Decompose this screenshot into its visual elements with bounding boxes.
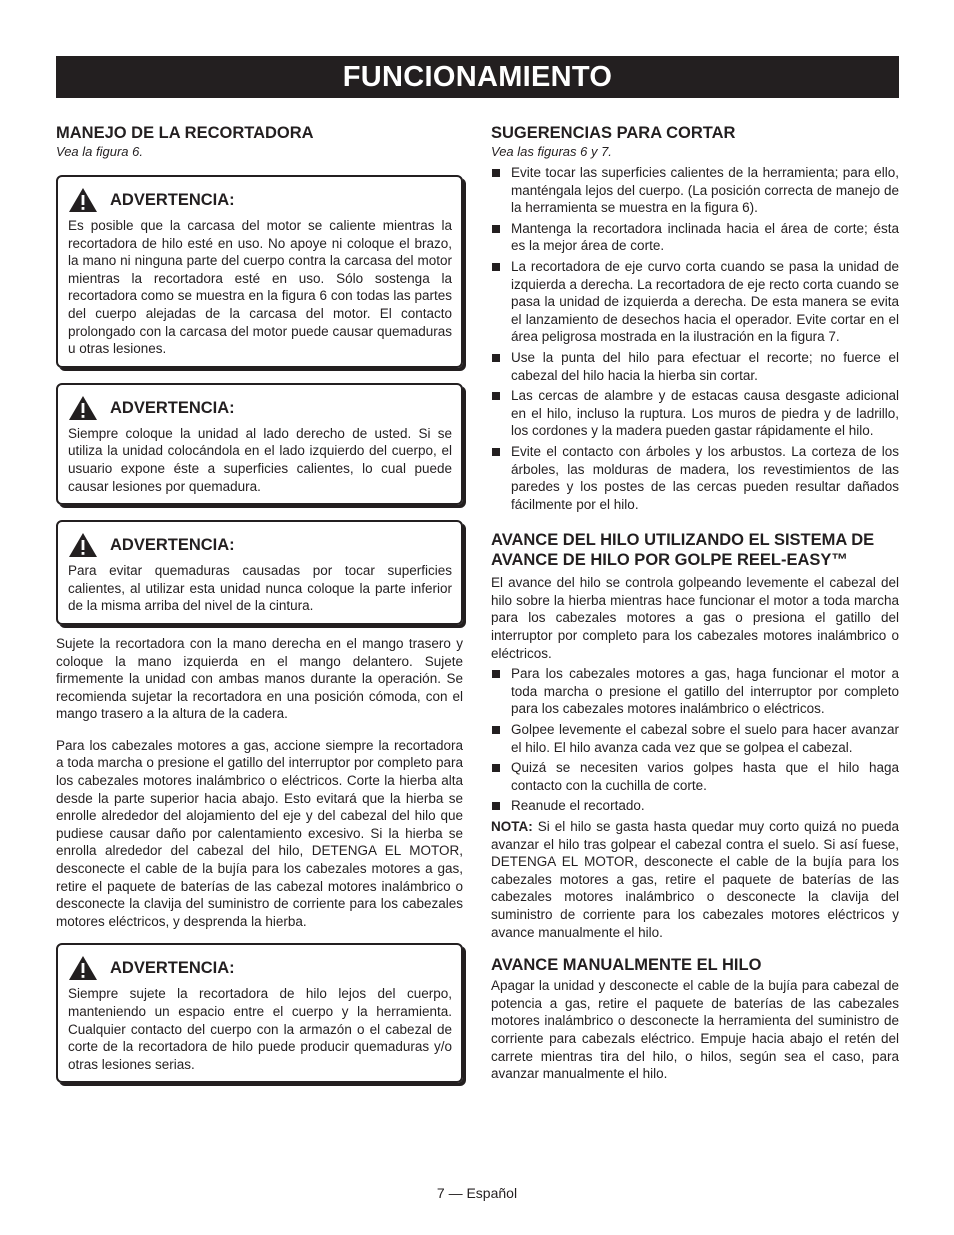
warning-label: ADVERTENCIA: — [110, 959, 235, 978]
warning-text: Siempre coloque la unidad al lado derecho de usted. Si se utiliza la unidad colocándola en el lado izquierdo del cuerpo, el usuario expone éste a superficies calientes, lo cual puede causar lesiones por quemadura. — [68, 425, 452, 494]
manual-paragraph: Apagar la unidad y desconecte el cable de la bujía para cabezal de potencia a gas, retire el paquete de baterías de las cabezales motores inalámbrico o desconecte la herramienta del suministro de corriente para cabezals eléctrico. Empuje hacia abajo el retén del carrete mientras tira del hilo, o hilos, según sea el caso, para avanzar manualmente el hilo. — [491, 978, 899, 1082]
warning-label: ADVERTENCIA: — [110, 536, 235, 555]
section-banner — [56, 56, 899, 98]
warning-box-2 — [56, 383, 463, 505]
page-footer — [0, 1185, 954, 1201]
warning-triangle-icon — [68, 532, 98, 558]
sugerencias-heading: SUGERENCIAS PARA CORTAR — [491, 124, 736, 142]
warning-text: Siempre sujete la recortadora de hilo lejos del cuerpo, manteniendo un espacio entre el cuerpo y la herramienta. Cualquier contacto del cuerpo con la armazón o el cabezal de corte de la recortadora de hilo puede producir quemaduras y/o otras lesiones serias. — [68, 986, 452, 1072]
sugerencias-list — [491, 164, 899, 513]
warning-triangle-icon — [68, 955, 98, 981]
list-item: Reanude el recortado. — [491, 797, 899, 815]
nota-label: NOTA: — [491, 819, 533, 834]
banner-title: FUNCIONAMIENTO — [342, 61, 613, 93]
manejo-figure-ref: Vea la figura 6. — [56, 144, 143, 159]
avance-list — [491, 665, 899, 815]
warning-box-4 — [56, 943, 463, 1083]
list-item: Evite tocar las superficies calientes de la herramienta; para ello, manténgala lejos del cuerpo. (La posición correcta de manejo de la herramienta se muestra en la figura 6). — [491, 164, 899, 217]
warning-triangle-icon — [68, 187, 98, 213]
warning-label: ADVERTENCIA: — [110, 191, 235, 209]
avance-intro: El avance del hilo se controla golpeando levemente el cabezal del hilo sobre la hierba mientras hace funcionar el motor a toda marcha para los cabezales motores a gas o presiona el gatillo del interruptor por completo para los cabezales motores inalámbrico o eléctricos. — [491, 575, 899, 661]
list-item: Mantenga la recortadora inclinada hacia el área de corte; ésta es la mejor área de corte. — [491, 220, 899, 255]
list-item: Use la punta del hilo para efectuar el recorte; no fuerce el cabezal del hilo hacia la hierba sin cortar. — [491, 349, 899, 384]
right-column — [491, 123, 899, 1083]
list-item: Quizá se necesiten varios golpes hasta que el hilo haga contacto con la cuchilla de corte. — [491, 759, 899, 794]
warning-triangle-icon — [68, 395, 98, 421]
manejo-heading: MANEJO DE LA RECORTADORA — [56, 124, 314, 142]
list-item: Para los cabezales motores a gas, haga funcionar el motor a toda marcha o presione el gatillo del interruptor por completo para los cabezales motores inalámbrico o eléctricos. — [491, 665, 899, 718]
warning-label: ADVERTENCIA: — [110, 398, 235, 417]
warning-text: Para evitar quemaduras causadas por tocar superficies calientes, al utilizar esta unidad nunca coloque la parte inferior de la misma arriba del nivel de la cintura. — [68, 563, 452, 614]
list-item: Evite el contacto con árboles y los arbustos. La corteza de los árboles, las molduras de madera, los revestimientos de las paredes y los postes de las cercas pueden resultar dañados fácilmente por el hilo. — [491, 443, 899, 513]
warning-box-3 — [56, 520, 463, 625]
manual-heading: AVANCE MANUALMENTE EL HILO — [491, 956, 762, 975]
avance-heading: AVANCE DEL HILO UTILIZANDO EL SISTEMA DE AVANCE DE HILO POR GOLPE REEL-EASY™ — [491, 531, 875, 570]
operation-paragraph: Para los cabezales motores a gas, accione siempre la recortadora a toda marcha o presione el gatillo del interruptor por completo para los cabezales motores inalámbrico o eléctricos. Corte la hierba alta desde la parte superior hacia abajo. Esto evitará que la hierba se enrolle alrededor del alojamiento del eje y del cabezal del hilo que pudiese causar daño por calentamiento excesivo. Si la hierba se enrolla alrededor del cabezal del hilo, DETENGA EL MOTOR, desconecte el cable de la bujía para los cabezales motores a gas, retire el paquete de baterías de las cabezal motores inalámbrico o desconecte la clavija del suministro de corriente para los cabezales motores eléctricos, y desprenda la hierba. — [56, 737, 463, 929]
list-item: Golpee levemente el cabezal sobre el suelo para hacer avanzar el hilo. El hilo avanza cada vez que se golpea el cabezal. — [491, 721, 899, 756]
list-item: La recortadora de eje curvo corta cuando se pasa la unidad de izquierda a derecha. La recortadora de eje recto corta cuando se pasa la unidad de izquierda a derecha. De esta manera se evita el lanzamiento de desechos hacia el operador. Evite cortar en el área peligrosa mostrada en la ilustración en la figura 7. — [491, 258, 899, 346]
left-column — [56, 123, 463, 1083]
warning-box-1 — [56, 175, 463, 368]
warning-text: Es posible que la carcasa del motor se caliente mientras la recortadora de hilo esté en uso. No apoye ni coloque el brazo, la mano ni ninguna parte del cuerpo contra la carcasa del motor mientras la recortadora esté en uso. Sólo sostenga la recortadora como se muestra en la figura 6 con todas las partes del cuerpo alejadas de la carcasa del motor. El contacto prolongado con la carcasa del motor puede causar quemaduras u otras lesiones. — [68, 218, 452, 357]
nota-paragraph — [491, 818, 899, 941]
list-item: Las cercas de alambre y de estacas causa desgaste adicional en el hilo, incluso la ruptura. Los muros de piedra y de ladrillo, los cordones y la madera pueden gastar rápidamente el hilo. — [491, 387, 899, 440]
grip-paragraph: Sujete la recortadora con la mano derecha en el mango trasero y coloque la mano izquierda en el mango delantero. Sujete firmemente la unidad con ambas manos durante la operación. Se recomienda sujetar la recortadora en una posición cómoda, con el mango trasero a la altura de la cadera. — [56, 635, 463, 722]
nota-text: Si el hilo se gasta hasta quedar muy corto quizá no pueda avanzar el hilo tras golpear el cabezal contra el suelo. Si así fuese, DETENGA EL MOTOR, desconecte el cable de la bujía para los cabezales motores a gas, retire el paquete de baterías de las cabezales motores inalámbrico o desconecte la clavija del suministro de corriente para los cabezales motores eléctricos y avance manualmente el hilo. — [491, 819, 899, 940]
sugerencias-figure-ref: Vea las figuras 6 y 7. — [491, 144, 612, 159]
page-number: 7 — Español — [436, 1185, 518, 1201]
